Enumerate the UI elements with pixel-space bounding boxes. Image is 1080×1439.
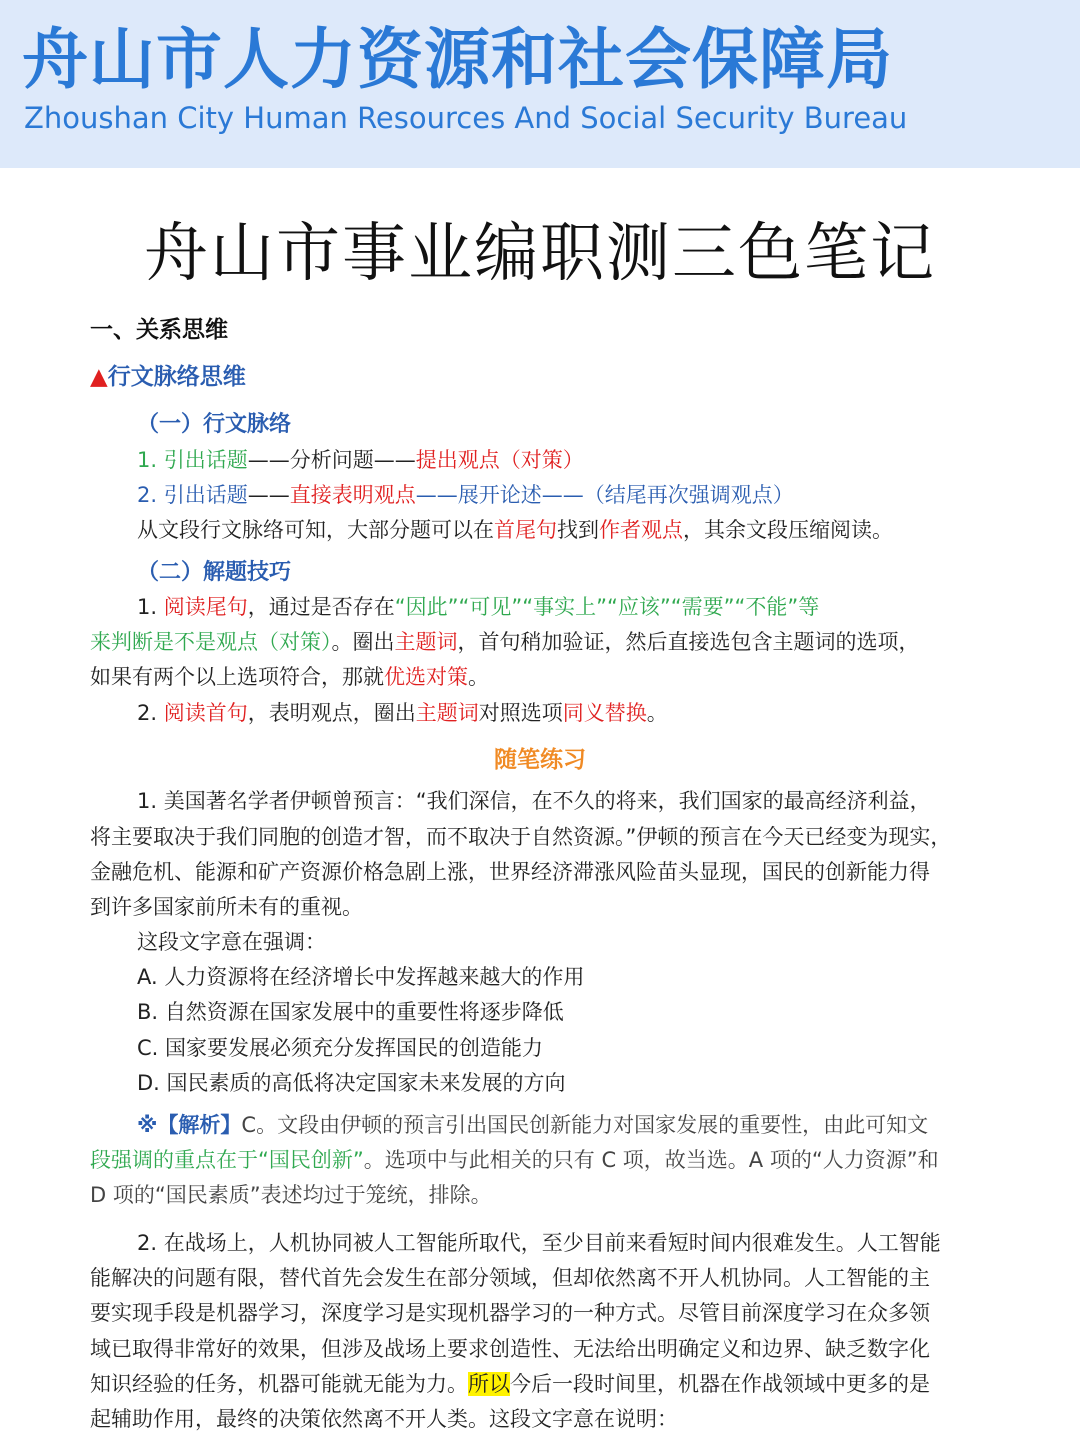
q1-option-b: B. 自然资源在国家发展中的重要性将逐步降低 xyxy=(137,1000,564,1024)
part1-line3: 从文段行文脉络可知，大部分题可以在首尾句找到作者观点，其余文段压缩阅读。 xyxy=(137,518,893,542)
triangle-icon: ▲ xyxy=(90,364,108,390)
highlighted-word: 所以 xyxy=(468,1372,510,1396)
q1-analysis-line1: ※【解析】C。文段由伊顿的预言引出国民创新能力对国家发展的重要性，由此可知文 xyxy=(137,1113,929,1137)
q1-analysis-line3: D 项的“国民素质”表述均过于笼统，排除。 xyxy=(90,1183,492,1207)
practice-heading: 随笔练习 xyxy=(494,747,586,773)
q2-line1: 2. 在战场上，人机协同被人工智能所取代，至少目前来看短时间内很难发生。人工智能 xyxy=(137,1231,941,1255)
part2-line2: 来判断是不是观点（对策）。圈出主题词，首句稍加验证，然后直接选包含主题词的选项， xyxy=(90,630,920,654)
q2-line2: 能解决的问题有限，替代首先会发生在部分领域，但却依然离不开人机协同。人工智能的主 xyxy=(90,1266,930,1290)
part2-line4: 2. 阅读首句，表明观点，圈出主题词对照选项同义替换。 xyxy=(137,701,668,725)
part1-line1: 1. 引出话题——分析问题——提出观点（对策） xyxy=(137,448,584,472)
q1-line1: 1. 美国著名学者伊顿曾预言：“我们深信，在不久的将来，我们国家的最高经济利益， xyxy=(137,789,931,813)
header-banner xyxy=(0,0,1080,168)
part1-line2: 2. 引出话题——直接表明观点——展开论述——（结尾再次强调观点） xyxy=(137,483,794,507)
q1-prompt: 这段文字意在强调： xyxy=(137,930,326,954)
section-heading: 一、关系思维 xyxy=(90,317,228,343)
q2-line5: 知识经验的任务，机器可能就无能为力。所以今后一段时间里，机器在作战领域中更多的是 xyxy=(90,1372,930,1396)
subsection-heading xyxy=(90,360,990,395)
part1-heading: （一）行文脉络 xyxy=(137,412,292,437)
q1-analysis-line2: 段强调的重点在于“国民创新”。选项中与此相关的只有 C 项，故当选。A 项的“人力资源”和 xyxy=(90,1148,939,1172)
page-title: 舟山市事业编职测三色笔记 xyxy=(144,217,936,291)
analysis-label: ※【解析】 xyxy=(137,1113,242,1137)
q1-line3: 金融危机、能源和矿产资源价格急剧上涨，世界经济滞涨风险苗头显现，国民的创新能力得 xyxy=(90,860,930,884)
q2-line3: 要实现手段是机器学习，深度学习是实现机器学习的一种方式。尽管目前深度学习在众多领 xyxy=(90,1301,930,1325)
subsection-label: 行文脉络思维 xyxy=(107,364,246,390)
q1-option-a: A. 人力资源将在经济增长中发挥越来越大的作用 xyxy=(137,965,585,989)
q1-line2: 将主要取决于我们同胞的创造才智，而不取决于自然资源。”伊顿的预言在今天已经变为现实， xyxy=(90,825,952,849)
part2-heading: （二）解题技巧 xyxy=(137,560,292,585)
q1-option-c: C. 国家要发展必须充分发挥国民的创造能力 xyxy=(137,1036,544,1060)
part2-line3: 如果有两个以上选项符合，那就优选对策。 xyxy=(90,665,489,689)
part2-line1: 1. 阅读尾句，通过是否存在“因此”“可见”“事实上”“应该”“需要”“不能”等 xyxy=(137,595,820,619)
org-name-cn: 舟山市人力资源和社会保障局 xyxy=(22,21,893,98)
q1-option-d: D. 国民素质的高低将决定国家未来发展的方向 xyxy=(137,1071,566,1095)
q2-line6: 起辅助作用，最终的决策依然离不开人类。这段文字意在说明： xyxy=(90,1407,678,1431)
org-name-en: Zhoushan City Human Resources And Social Security Bureau xyxy=(24,101,908,135)
q2-line4: 域已取得非常好的效果，但涉及战场上要求创造性、无法给出明确定义和边界、缺乏数字化 xyxy=(90,1337,930,1361)
q1-line4: 到许多国家前所未有的重视。 xyxy=(90,895,363,919)
